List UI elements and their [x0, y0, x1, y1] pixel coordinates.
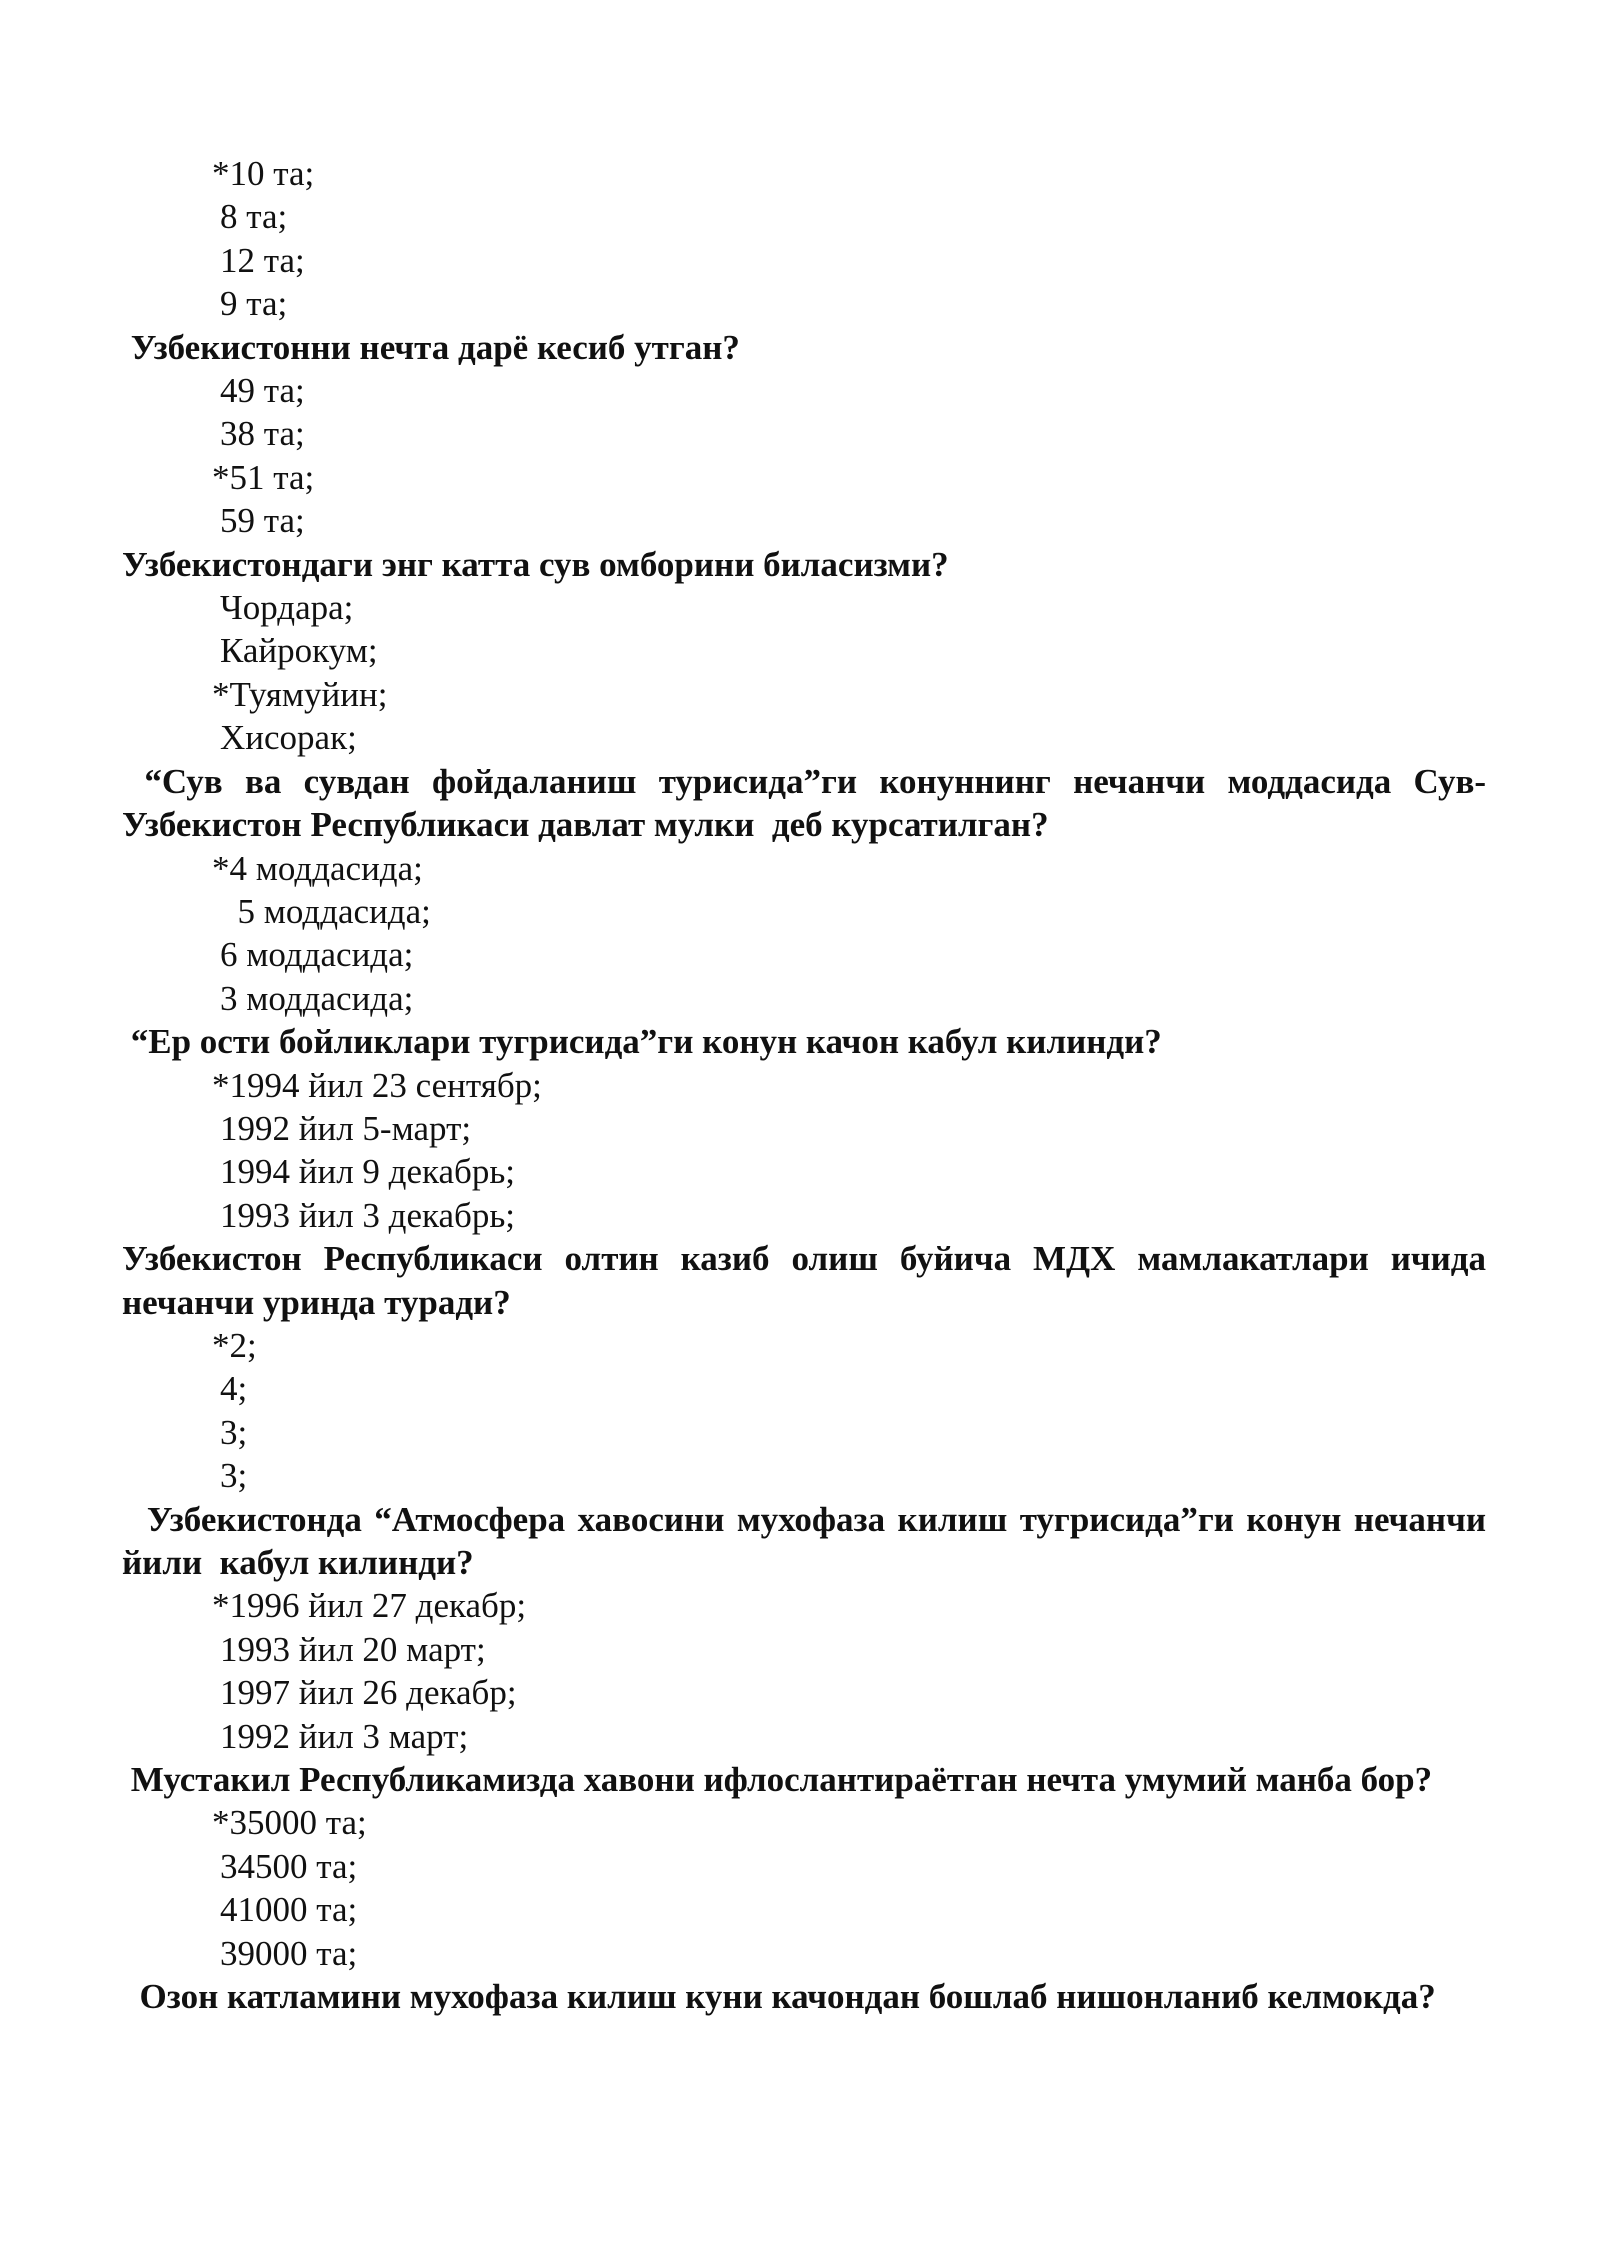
answer-option: 49 та; [220, 371, 305, 411]
question-block [122, 326, 1486, 543]
question-block [122, 1758, 1486, 1975]
answer-option: 59 та; [220, 501, 305, 541]
answer-option: 39000 та; [220, 1933, 358, 1973]
answer-option: 1993 йил 3 декабрь; [220, 1195, 516, 1235]
answer-option: 8 та; [220, 197, 288, 237]
answer-option: 3; [220, 1456, 248, 1496]
question-text: Узбекистонда “Атмосфера хавосини мухофаза килиш тугрисида”ги конун нечанчи йили кабул килинди? [122, 1499, 1495, 1582]
correct-answer-option: *Туямуйин; [212, 674, 388, 714]
question-text: Узбекистондаги энг катта сув омборини биласизми? [122, 544, 949, 584]
question-text: Озон катламини мухофаза килиш куни качондан бошлаб нишонланиб келмокда? [122, 1977, 1436, 2017]
correct-answer-option: *10 та; [212, 154, 315, 193]
question-block [122, 1020, 1486, 1237]
question-text: Мустакил Республикамизда хавони ифлослантираётган нечта умумий манба бор? [122, 1760, 1433, 1800]
answer-option: 1994 йил 9 декабрь; [220, 1152, 516, 1192]
answer-option: 5 моддасида; [220, 891, 431, 931]
correct-answer-option: *1994 йил 23 сентябр; [212, 1065, 542, 1105]
answer-option: 12 та; [220, 240, 305, 280]
question-text: “Ер ости бойликлари тугрисида”ги конун качон кабул килинди? [122, 1022, 1162, 1062]
answer-option: 1997 йил 26 декабр; [220, 1673, 517, 1713]
answer-option: 6 моддасида; [220, 935, 414, 975]
answer-option: 41000 та; [220, 1890, 358, 1930]
answer-option: 9 та; [220, 284, 288, 324]
answer-option: 38 та; [220, 414, 305, 454]
question-block [122, 760, 1486, 1020]
question-block [122, 543, 1486, 760]
correct-answer-option: *1996 йил 27 декабр; [212, 1586, 527, 1626]
question-block [122, 152, 1486, 326]
question-text: “Сув ва сувдан фойдаланиш турисида”ги конуннинг нечанчи моддасида Сув-Узбекистон Республикаси давлат мулки деб курсатилган? [122, 761, 1487, 845]
quiz-content [122, 152, 1495, 2018]
answer-option: 3 моддасида; [220, 978, 414, 1018]
answer-option: 1993 йил 20 март; [220, 1629, 486, 1669]
answer-option: Хисорак; [220, 718, 357, 758]
question-text: Узбекистон Республикаси олтин казиб олиш буйича МДХ мамлакатлари ичида нечанчи уринда туради? [122, 1239, 1495, 1322]
answer-option: 4; [220, 1369, 248, 1409]
correct-answer-option: *51 та; [212, 457, 315, 497]
answer-option: 1992 йил 3 март; [220, 1716, 469, 1756]
question-text: Узбекистонни нечта дарё кесиб утган? [122, 327, 740, 367]
question-block [122, 1237, 1495, 1497]
question-block [122, 1975, 1486, 2018]
question-block [122, 1498, 1495, 1758]
answer-option: 34500 та; [220, 1846, 358, 1886]
correct-answer-option: *4 моддасида; [212, 848, 423, 888]
answer-option: 3; [220, 1412, 248, 1452]
answer-option: Чордара; [220, 588, 354, 628]
correct-answer-option: *2; [212, 1325, 257, 1365]
answer-option: Кайрокум; [220, 631, 378, 671]
answer-option: 1992 йил 5-март; [220, 1108, 472, 1148]
correct-answer-option: *35000 та; [212, 1803, 367, 1843]
